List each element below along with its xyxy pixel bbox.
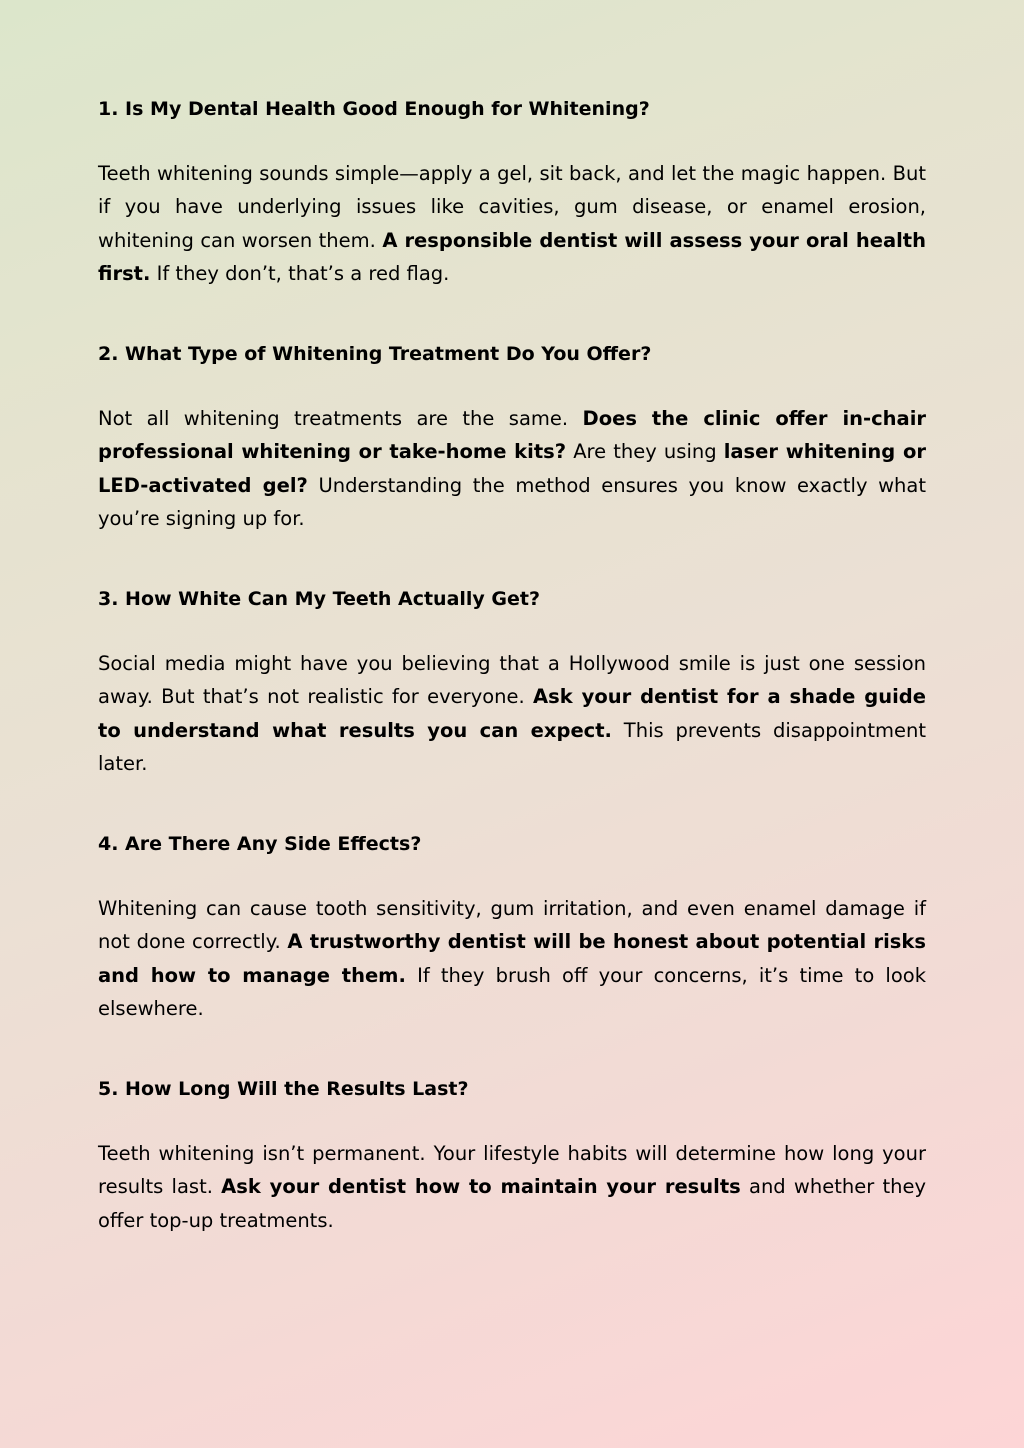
section-heading: 1. Is My Dental Health Good Enough for Whitening? xyxy=(98,98,650,120)
section-paragraph: Social media might have you believing that a Hollywood smile is just one session away. But that’s not realistic for everyone. Ask your dentist for a shade guide to understand what results you can expect. This prevents disappointment later. xyxy=(98,652,926,775)
emphasis-text: A responsible dentist will assess your oral health first. xyxy=(98,228,926,285)
section-how-white xyxy=(98,587,926,780)
section-side-effects xyxy=(98,832,926,1025)
section-heading: 2. What Type of Whitening Treatment Do You Offer? xyxy=(98,343,652,365)
emphasis-text: A trustworthy dentist will be honest about potential risks and how to manage them. xyxy=(98,930,926,987)
section-heading: 3. How White Can My Teeth Actually Get? xyxy=(98,588,541,610)
emphasis-text: Does the clinic offer in-chair professional whitening or take-home kits? xyxy=(98,407,926,464)
section-heading: 4. Are There Any Side Effects? xyxy=(98,833,422,855)
section-treatment-type xyxy=(98,342,926,535)
emphasis-text: Ask your dentist how to maintain your results xyxy=(221,1175,741,1199)
emphasis-text: Ask your dentist for a shade guide to understand what results you can expect. xyxy=(98,685,926,742)
section-dental-health xyxy=(98,97,926,290)
section-paragraph: Teeth whitening sounds simple—apply a gel, sit back, and let the magic happen. But if you have underlying issues like cavities, gum disease, or enamel erosion, whitening can worsen them. A responsible dentist will assess your oral health first. If they don’t, that’s a red flag. xyxy=(98,162,926,285)
section-paragraph: Not all whitening treatments are the same. Does the clinic offer in-chair professional whitening or take-home kits? Are they using laser whitening or LED-activated gel? Understanding the method ensures you know exactly what you’re signing up for. xyxy=(98,407,926,530)
section-results-duration xyxy=(98,1077,926,1237)
section-paragraph: Whitening can cause tooth sensitivity, gum irritation, and even enamel damage if not done correctly. A trustworthy dentist will be honest about potential risks and how to manage them. If they brush off your concerns, it’s time to look elsewhere. xyxy=(98,897,927,1020)
emphasis-text: laser whitening or LED-activated gel? xyxy=(98,440,926,497)
section-heading: 5. How Long Will the Results Last? xyxy=(98,1078,469,1100)
section-paragraph: Teeth whitening isn’t permanent. Your lifestyle habits will determine how long your results last. Ask your dentist how to maintain your results and whether they offer top-up treatments. xyxy=(98,1142,926,1232)
